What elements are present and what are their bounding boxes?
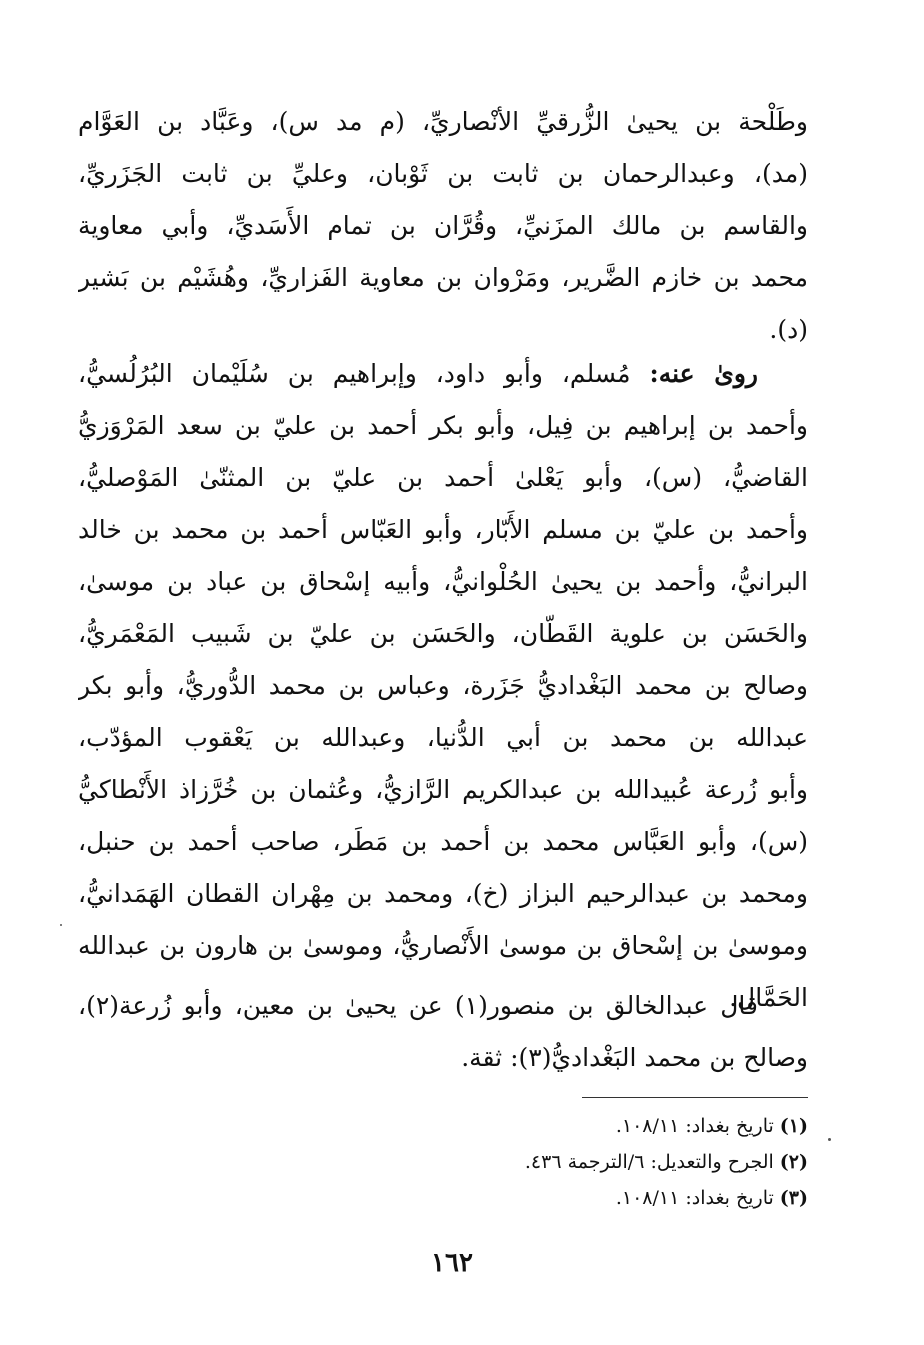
text-line: عبدالله بن محمد بن أبي الدُّنيا، وعبدالله بن يَعْقوب المؤدّب،: [78, 723, 808, 752]
text-line: القاضيُّ، (س)، وأبو يَعْلىٰ أحمد بن عليّ بن المثنّىٰ المَوْصليُّ،: [78, 463, 808, 492]
text-line: (د).: [769, 315, 808, 344]
footnote-divider: [582, 1097, 808, 1098]
footnote-number: (٣): [779, 1187, 808, 1209]
text-line: (مد)، وعبدالرحمان بن ثابت بن ثَوْبان، وعليِّ بن ثابت الجَزَريِّ،: [78, 159, 808, 188]
footnote-item: [380, 1108, 808, 1144]
footnote-text: تاريخ بغداد: ١٠٨/١١.: [615, 1115, 774, 1137]
text-line: ومحمد بن عبدالرحيم البزاز (خ)، ومحمد بن مِهْران القطان الهَمَدانيُّ،: [78, 879, 808, 908]
text-line: وأحمد بن إبراهيم بن فِيل، وأبو بكر أحمد بن عليّ بن سعد المَرْوَزيُّ: [78, 411, 808, 440]
paragraph-narrators: [78, 348, 808, 1024]
text-line: (س)، وأبو العَبَّاس محمد بن أحمد بن مَطَر، صاحب أحمد بن حنبل،: [78, 827, 808, 856]
text-line: محمد بن خازم الضَّرير، ومَرْوان بن معاوية الفَزاريِّ، وهُشَيْم بن بَشير: [78, 263, 808, 292]
text-line: [78, 348, 808, 400]
footnote-item: [380, 1180, 808, 1216]
text-fragment: مُسلم، وأبو داود، وإبراهيم بن سُلَيْمان البُرُلُسيُّ،: [78, 359, 631, 388]
text-line: الحَمَّال.: [729, 983, 808, 1012]
text-line: والقاسم بن مالك المزَنيِّ، وقُرَّان بن تمام الأَسَديِّ، وأبي معاوية: [78, 211, 808, 240]
page-number: ١٦٢: [431, 1248, 473, 1278]
footnote-text: الجرح والتعديل: ٦/الترجمة ٤٣٦.: [524, 1151, 774, 1173]
text-line: وصالح بن محمد البَغْداديُّ جَزَرة، وعباس بن محمد الدُّوريُّ، وأبو بكر: [78, 671, 808, 700]
text-line: وأحمد بن عليّ بن مسلم الأَبّار، وأبو العَبّاس أحمد بن محمد بن خالد: [78, 515, 808, 544]
scan-speck: [60, 924, 62, 926]
text-line: وموسىٰ بن إسْحاق بن موسىٰ الأَنْصاريُّ، وموسىٰ بن هارون بن عبدالله: [78, 931, 808, 960]
footnote-item: [380, 1144, 808, 1180]
paragraph-teachers-continued: [78, 96, 808, 356]
footnote-number: (٢): [779, 1151, 808, 1173]
text-line: قال عبدالخالق بن منصور(١) عن يحيىٰ بن معين، وأبو زُرعة(٢)،: [78, 991, 758, 1020]
text-line: والحَسَن بن علوية القَطّان، والحَسَن بن عليّ بن شَبيب المَعْمَريُّ،: [78, 619, 808, 648]
text-line: وطَلْحة بن يحيىٰ الزُّرقيِّ الأنْصاريِّ، (م مد س)، وعَبَّاد بن العَوَّام: [78, 107, 808, 136]
scan-speck: [828, 1138, 831, 1141]
section-lead: روىٰ عنه:: [649, 359, 758, 388]
footnote-text: تاريخ بغداد: ١٠٨/١١.: [615, 1187, 774, 1209]
footnote-number: (١): [779, 1115, 808, 1137]
text-line: وصالح بن محمد البَغْداديُّ(٣): ثقة.: [461, 1043, 808, 1072]
text-line: وأبو زُرعة عُبيدالله بن عبدالكريم الرَّازيُّ، وعُثمان بن خُرَّزاذ الأَنْطاكيُّ: [78, 775, 808, 804]
paragraph-assessment: [78, 980, 808, 1084]
text-line: البرانيُّ، وأحمد بن يحيىٰ الحُلْوانيُّ، وأبيه إسْحاق بن عباد بن موسىٰ،: [78, 567, 808, 596]
footnotes: [380, 1108, 808, 1216]
